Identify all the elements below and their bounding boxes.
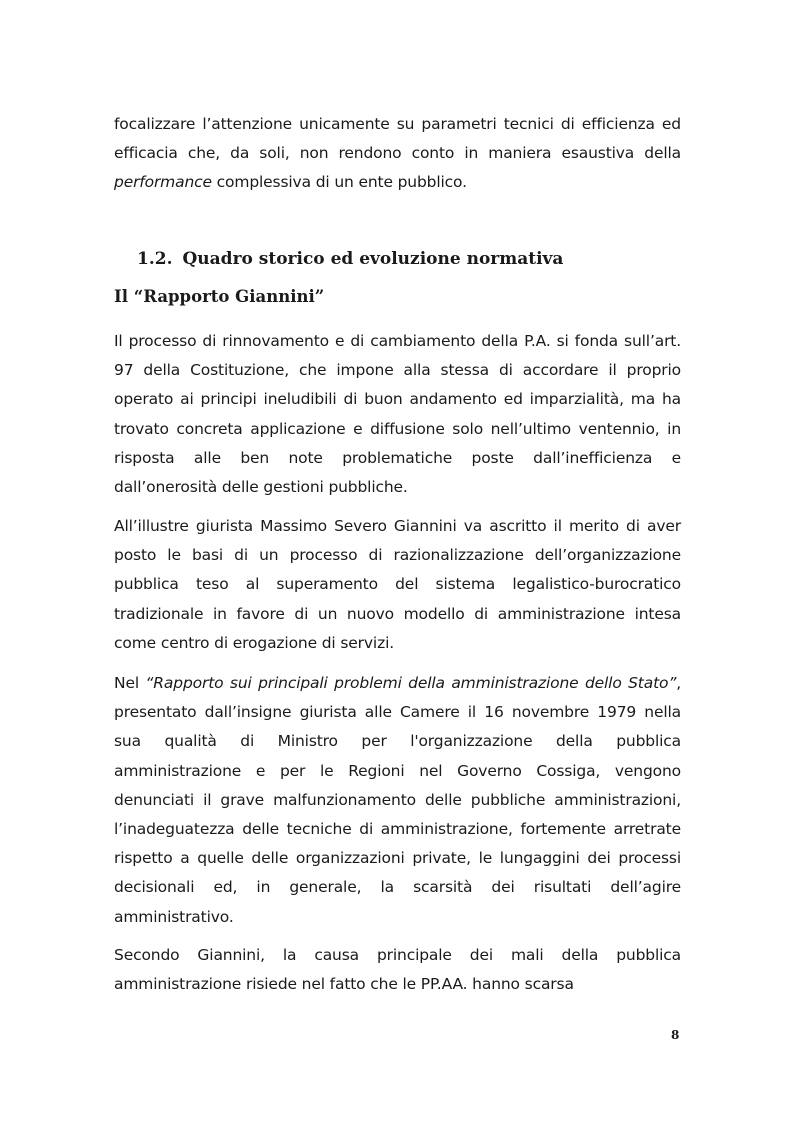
subsection-heading: Il “Rapporto Giannini”	[114, 287, 325, 306]
paragraph-2-block	[114, 512, 681, 658]
intro-paragraph	[114, 110, 681, 198]
intro-text-1: focalizzare l’attenzione unicamente su parametri tecnici di efficienza ed efficacia che, da soli, non rendono conto in maniera esaustiva della	[114, 115, 681, 163]
intro-paragraph-block	[114, 110, 681, 198]
section-number: 1.2.	[137, 249, 173, 269]
paragraph-3-block	[114, 669, 681, 932]
paragraph-1: Il processo di rinnovamento e di cambiamento della P.A. si fonda sull’art. 97 della Costituzione, che impone alla stessa di accordare il proprio operato ai principi ineludibili di buon andamento ed imparzialità, ma ha trovato concreta applicazione e diffusione solo nell’ultimo ventennio, in risposta alle ben note problematiche poste dall’inefficienza e dall’onerosità delle gestioni pubbliche.	[114, 332, 681, 497]
paragraph-1-block	[114, 327, 681, 502]
paragraph-3	[114, 669, 681, 932]
intro-text-2: complessiva di un ente pubblico.	[211, 173, 467, 192]
paragraph-3-start: Nel	[114, 674, 146, 692]
paragraph-2: All’illustre giurista Massimo Severo Giannini va ascritto il merito di aver posto le basi di un processo di razionalizzazione dell’organizzazione pubblica teso al superamento del sistema legalistico-burocratico tradizionale in favore di un nuovo modello di amministrazione intesa come centro di erogazione di servizi.	[114, 517, 681, 652]
paragraph-3-rest: , presentato dall’insigne giurista alle Camere il 16 novembre 1979 nella sua qualità di Ministro per l'organizzazione della pubblica amministrazione e per le Regioni nel Governo Cossiga, vengono denunciati il grave malfunzionamento delle pubbliche amministrazioni, l’inadeguatezza delle tecniche di amministrazione, fortemente arretrate rispetto a quelle delle organizzazioni private, le lungaggini dei processi decisionali ed, in generale, la scarsità dei risultati dell’agire amministrativo.	[114, 674, 681, 926]
paragraph-3-italic-title: “Rapporto sui principali problemi della amministrazione dello Stato”	[145, 674, 677, 692]
section-heading	[137, 249, 563, 269]
section-title: Quadro storico ed evoluzione normativa	[182, 249, 564, 269]
page-number: 8	[671, 1028, 680, 1042]
paragraph-4: Secondo Giannini, la causa principale dei mali della pubblica amministrazione risiede nel fatto che le PP.AA. hanno scarsa	[114, 946, 681, 994]
intro-italic-term: performance	[114, 173, 212, 192]
paragraph-4-block	[114, 941, 681, 999]
